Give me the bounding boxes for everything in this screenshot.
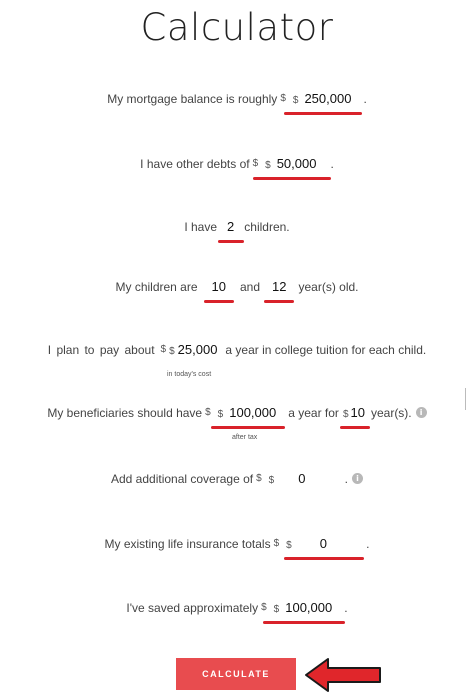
insurance-label: My existing life insurance totals (104, 536, 271, 551)
savings-input[interactable] (274, 600, 335, 615)
currency-symbol: $ (273, 538, 280, 549)
mortgage-label: My mortgage balance is roughly (107, 91, 278, 106)
currency-symbol: $ (169, 346, 175, 357)
child-age-2-input[interactable] (270, 279, 288, 294)
currency-symbol: $ (342, 409, 349, 420)
additional-coverage-value: 0 (298, 471, 306, 486)
info-icon[interactable]: i (416, 407, 427, 418)
child-age-2-value: 12 (272, 279, 287, 294)
period: . (330, 156, 334, 171)
insurance-row (0, 536, 474, 551)
currency-symbol: $ (292, 95, 299, 106)
children-suffix: children. (244, 219, 290, 234)
mortgage-balance-value: 250,000 (304, 91, 352, 106)
currency-symbol: $ (268, 475, 275, 486)
children-count-input[interactable] (225, 219, 236, 234)
highlight-underline (211, 426, 285, 429)
savings-row (0, 600, 474, 615)
highlight-underline (263, 621, 345, 624)
beneficiaries-hint: after tax (232, 434, 258, 441)
debts-row (0, 156, 474, 171)
child-age-1-input[interactable] (210, 279, 228, 294)
arrow-left-icon (304, 656, 384, 694)
currency-symbol: $ (265, 160, 271, 171)
currency-symbol: $ (280, 93, 286, 104)
beneficiary-amount-value: 100,000 (229, 405, 277, 420)
period: . (344, 600, 348, 615)
currency-symbol: $ (273, 604, 280, 615)
highlight-underline (264, 300, 294, 303)
beneficiaries-mid: a year for (288, 405, 339, 420)
beneficiary-years-input[interactable] (343, 405, 367, 420)
period: . (344, 471, 348, 486)
beneficiaries-suffix: year(s). (370, 405, 412, 420)
ages-label: My children are (115, 279, 198, 294)
tuition-suffix: a year in college tuition for each child. (225, 342, 427, 357)
beneficiary-years-value: 10 (350, 405, 365, 420)
currency-symbol: $ (205, 407, 211, 418)
tuition-row (0, 342, 474, 357)
page-title: Calculator (140, 6, 334, 49)
coverage-row (0, 471, 474, 486)
child-age-1-value: 10 (211, 279, 226, 294)
period: . (363, 91, 367, 106)
currency-symbol: $ (160, 344, 167, 355)
mortgage-balance-input[interactable] (293, 91, 354, 106)
highlight-underline (204, 300, 234, 303)
highlight-underline (284, 112, 362, 115)
currency-symbol: $ (252, 158, 259, 169)
scrollbar-edge[interactable] (465, 388, 466, 410)
highlight-underline (340, 426, 370, 429)
period: . (366, 536, 370, 551)
children-row (0, 219, 474, 234)
existing-insurance-input[interactable] (286, 536, 362, 551)
highlight-underline (218, 240, 244, 243)
mortgage-row (0, 91, 474, 106)
coverage-label: Add additional coverage of (110, 471, 254, 486)
ages-suffix: year(s) old. (298, 279, 359, 294)
beneficiaries-label: My beneficiaries should have (47, 405, 203, 420)
children-ages-row (0, 279, 474, 294)
highlight-underline (253, 177, 331, 180)
existing-insurance-value: 0 (319, 536, 327, 551)
currency-symbol: $ (261, 602, 267, 613)
info-icon[interactable]: i (352, 473, 363, 484)
children-label: I have (184, 219, 218, 234)
currency-symbol: $ (286, 540, 292, 551)
other-debts-value: 50,000 (276, 156, 317, 171)
arrow-left-shape (306, 659, 380, 691)
tuition-hint: in today's cost (167, 371, 212, 378)
tuition-value: 25,000 (177, 342, 218, 357)
beneficiary-amount-input[interactable] (218, 405, 279, 420)
savings-label: I've saved approximately (126, 600, 259, 615)
debts-label: I have other debts of (140, 156, 250, 171)
savings-value: 100,000 (285, 600, 333, 615)
beneficiaries-row (0, 405, 474, 420)
children-count-value: 2 (227, 219, 235, 234)
currency-symbol: $ (217, 409, 224, 420)
highlight-underline (284, 557, 364, 560)
currency-symbol: $ (256, 473, 262, 484)
tuition-input[interactable] (169, 342, 219, 357)
calculate-button[interactable]: CALCULATE (176, 658, 296, 690)
tuition-label: I plan to pay about (47, 342, 155, 357)
additional-coverage-input[interactable] (269, 471, 341, 486)
other-debts-input[interactable] (265, 156, 318, 171)
ages-and: and (239, 279, 261, 294)
